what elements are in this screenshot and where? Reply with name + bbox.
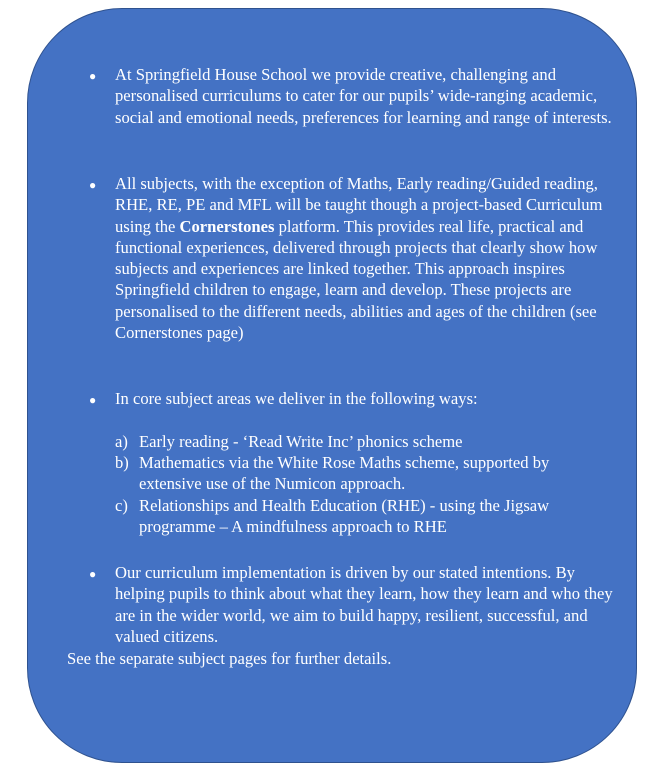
- footer-note: See the separate subject pages for further details.: [67, 649, 392, 668]
- bullet-icon: ●: [89, 393, 97, 407]
- list-item-rhe: Relationships and Health Education (RHE) - using the Jigsaw programme – A mindfulness approach to RHE: [139, 496, 550, 537]
- bullet-icon: ●: [89, 567, 97, 581]
- cornerstones-label: Cornerstones: [179, 216, 275, 236]
- paragraph-subjects-text-2: platform. This provides real life, practical and functional experiences, delivered through projects that clearly show how subjects and experiences are linked together. This approach inspires Springfield children to engage, learn and develop. These projects are personalised to the different needs, abilities and ages of the children (see Cornerstones page): [115, 216, 598, 343]
- list-marker: a): [115, 432, 128, 451]
- paragraph-core-subjects: In core subject areas we deliver in the following ways:: [115, 389, 478, 408]
- bullet-icon: ●: [89, 178, 97, 192]
- paragraph-subjects-text-1: All subjects, with the exception of Maths, Early reading/Guided reading, RHE, RE, PE and MFL will be taught though a project-based Curriculum using the: [115, 174, 603, 236]
- list-item-mathematics: Mathematics via the White Rose Maths scheme, supported by extensive use of the Numicon approach.: [139, 453, 550, 494]
- paragraph-subjects: [115, 173, 615, 343]
- list-item-early-reading: Early reading - ‘Read Write Inc’ phonics scheme: [139, 432, 463, 451]
- paragraph-implementation: Our curriculum implementation is driven by our stated intentions. By helping pupils to think about what they learn, how they learn and who they are in the wider world, we aim to build happy, resilient, successful, and valued citizens.: [115, 563, 613, 646]
- list-marker: b): [115, 453, 129, 472]
- list-marker: c): [115, 496, 128, 515]
- bullet-icon: ●: [89, 69, 97, 83]
- paragraph-intro: At Springfield House School we provide creative, challenging and personalised curriculums to cater for our pupils’ wide-ranging academic, social and emotional needs, preferences for learning and range of interests.: [115, 65, 612, 127]
